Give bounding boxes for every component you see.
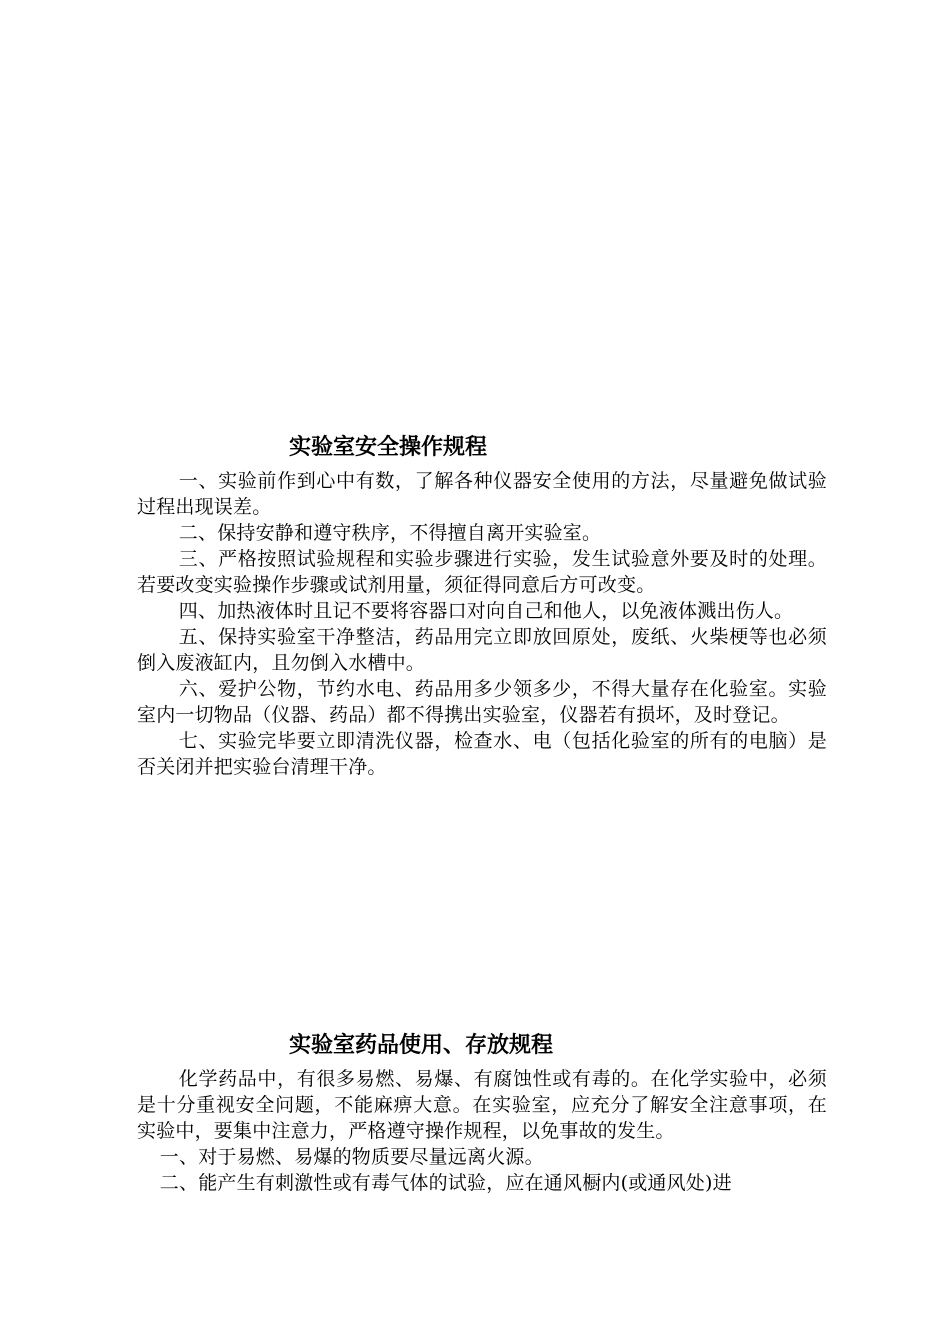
rule-paragraph-2: 二、保持安静和遵守秩序，不得擅自离开实验室。 (178, 522, 602, 544)
chemical-item-2: 二、能产生有刺激性或有毒气体的试验，应在通风橱内(或通风处)进 (159, 1172, 732, 1194)
rule-paragraph-1: 一、实验前作到心中有数，了解各种仪器安全使用的方法，尽量避免做试验过程出现误差。 (137, 470, 827, 518)
rule-paragraph-5: 五、保持实验室干净整洁，药品用完立即放回原处，废纸、火柴梗等也必须倒入废液缸内，且勿倒入水槽中。 (137, 626, 827, 674)
rule-paragraph-6: 六、爱护公物，节约水电、药品用多少领多少，不得大量存在化验室。实验室内一切物品（仪器、药品）都不得携出实验室，仪器若有损坏，及时登记。 (137, 678, 827, 726)
chemical-storage-title: 实验室药品使用、存放规程 (289, 1032, 554, 1058)
chemical-storage-section (137, 1030, 827, 1196)
chemical-intro-paragraph: 化学药品中，有很多易燃、易爆、有腐蚀性或有毒的。在化学实验中，必须是十分重视安全问题，不能麻痹大意。在实验室，应充分了解安全注意事项，在实验中，要集中注意力，严格遵守操作规程，以免事故的发生。 (137, 1068, 827, 1142)
rule-paragraph-3: 三、严格按照试验规程和实验步骤进行实验，发生试验意外要及时的处理。若要改变实验操作步骤或试剂用量，须征得同意后方可改变。 (137, 548, 827, 596)
rule-paragraph-7: 七、实验完毕要立即清洗仪器，检查水、电（包括化验室的所有的电脑）是否关闭并把实验台清理干净。 (137, 730, 827, 778)
chemical-item-1: 一、对于易燃、易爆的物质要尽量远离火源。 (159, 1146, 544, 1168)
safety-rules-section (137, 432, 827, 780)
safety-rules-title: 实验室安全操作规程 (289, 434, 488, 460)
rule-paragraph-4: 四、加热液体时且记不要将容器口对向自己和他人，以免液体溅出伤人。 (178, 600, 794, 622)
